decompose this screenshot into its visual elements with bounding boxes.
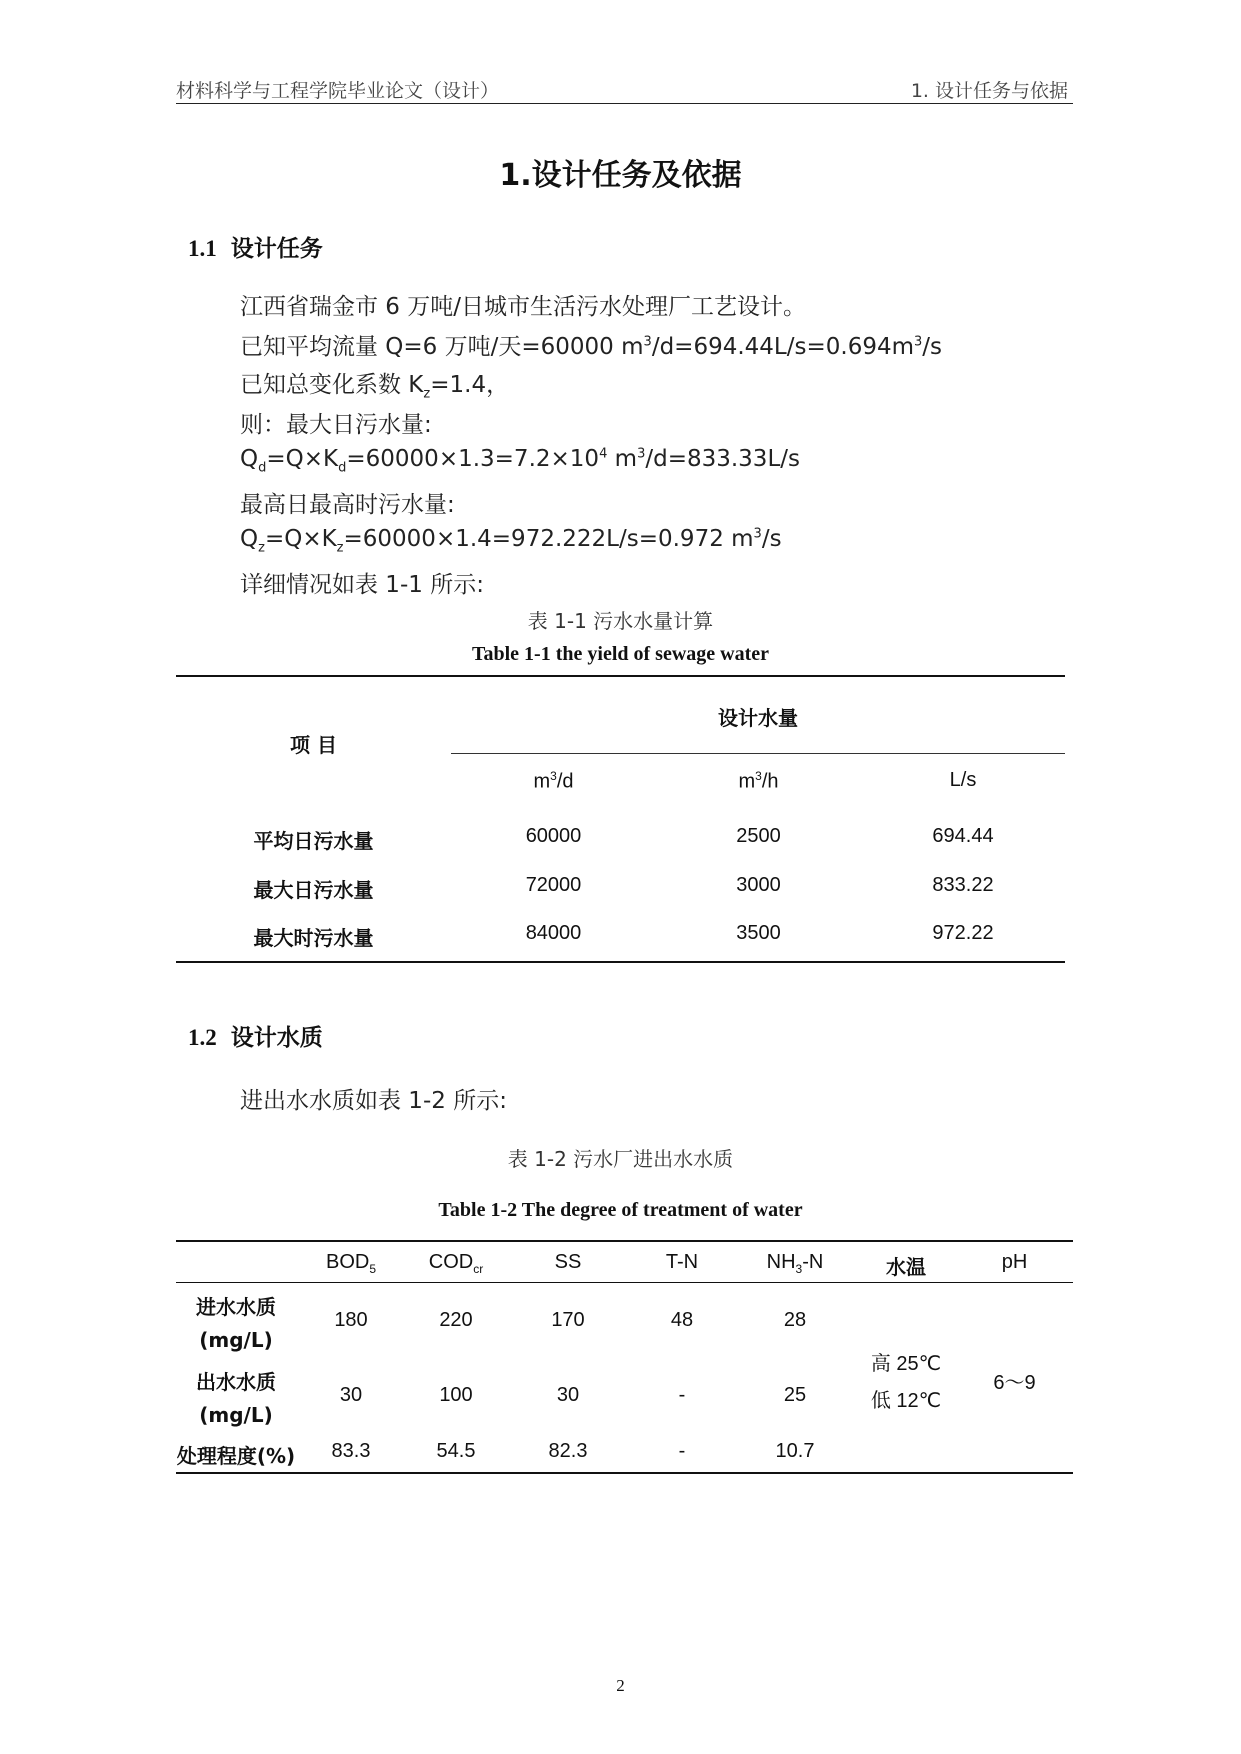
superscript: 3: [550, 769, 557, 783]
table-cell: 54.5: [436, 1440, 476, 1462]
superscript: 3: [755, 769, 762, 783]
text-span: COD: [428, 1251, 474, 1273]
table-cell: 170: [551, 1309, 585, 1331]
table-cell: 28: [783, 1309, 807, 1331]
subscript: 5: [369, 1262, 377, 1276]
table-cell: 30: [556, 1384, 580, 1406]
chapter-title: 1.设计任务及依据: [499, 158, 742, 193]
group-header: 设计水量: [718, 706, 798, 730]
table-cell: 83.3: [331, 1440, 371, 1462]
text-span: Q: [240, 446, 259, 472]
section-number: 1.2: [188, 1025, 217, 1050]
item-header: 项 目: [290, 733, 337, 757]
text-span: NH: [766, 1251, 796, 1273]
formula-line-max-daily: [240, 446, 800, 476]
text-span: Q: [240, 526, 259, 552]
table-2-caption-cn: 表 1-2 污水厂进出水水质: [507, 1147, 734, 1171]
table-cell: 972.22: [932, 922, 994, 944]
col-header-tn: T-N: [665, 1251, 699, 1273]
table-cell: 84000: [525, 922, 582, 944]
row-label-effluent: 出水水质: [196, 1370, 276, 1394]
running-header-right: 1. 设计任务与依据: [910, 80, 1068, 102]
table-cell: 180: [334, 1309, 368, 1331]
text-span: 已知总变化系数 K: [240, 372, 424, 398]
table-2-caption-en: Table 1-2 The degree of treatment of water: [438, 1199, 803, 1221]
text-span: m: [607, 446, 638, 472]
row-label: 最大日污水量: [253, 878, 374, 902]
text-span: =60000×1.3=7.2×10: [346, 446, 600, 472]
table-cell: 694.44: [932, 825, 994, 847]
table-cell: 60000: [525, 825, 582, 847]
text-span: =Q×K: [264, 526, 337, 552]
paragraph-water-quality: 进出水水质如表 1-2 所示:: [240, 1088, 507, 1114]
col-header-cod: [406, 1251, 506, 1276]
subscript: z: [258, 540, 265, 556]
group-header-rule: [451, 753, 1065, 754]
formula-line-max-hourly: [240, 526, 782, 556]
unit-header: [861, 769, 1065, 792]
superscript: 3: [637, 446, 646, 462]
subscript: 3: [795, 1262, 803, 1276]
text-span: /s: [922, 334, 943, 360]
header-divider: [176, 103, 1073, 104]
subscript: d: [258, 460, 267, 476]
row-label: 平均日污水量: [253, 829, 374, 853]
col-header-bod: [296, 1251, 406, 1276]
table-cell: 100: [439, 1384, 473, 1406]
col-header-nh3n: [734, 1251, 856, 1276]
table-sewage-yield: [176, 675, 1065, 963]
row-label-degree: 处理程度(%): [176, 1444, 296, 1468]
temp-high: 高 25℃: [870, 1353, 942, 1375]
text-span: /h: [761, 770, 779, 793]
ph-range: 6～9: [993, 1372, 1036, 1394]
superscript: 3: [753, 526, 762, 542]
superscript: 3: [914, 334, 923, 350]
superscript: 4: [599, 446, 608, 462]
table-cell: 220: [439, 1309, 473, 1331]
row-label-effluent-unit: (mg/L): [199, 1403, 273, 1427]
table-1-caption-cn: 表 1-1 污水水量计算: [527, 609, 714, 633]
page-number: 2: [616, 1676, 625, 1695]
section-heading-1-1: [188, 230, 323, 263]
text-span: /d=833.33L/s: [645, 446, 800, 472]
text-span: m: [533, 770, 551, 793]
table-cell: -: [678, 1440, 686, 1462]
col-header-ss: SS: [554, 1251, 582, 1273]
text-span: =Q×K: [266, 446, 339, 472]
table-cell: 3500: [736, 922, 781, 944]
section-number: 1.1: [188, 236, 217, 261]
text-span: L/s: [949, 769, 977, 791]
text-span: 已知平均流量 Q=6 万吨/天=60000 m: [240, 334, 644, 360]
paragraph-line-4: 则：最大日污水量:: [240, 412, 432, 438]
table-water-quality: [176, 1240, 1073, 1474]
superscript: 3: [643, 334, 652, 350]
unit-header: [451, 769, 656, 794]
text-span: BOD: [325, 1251, 370, 1273]
row-label-influent-unit: (mg/L): [199, 1328, 273, 1352]
text-span: /d=694.44L/s=0.694m: [651, 334, 914, 360]
paragraph-line-3: [240, 366, 509, 402]
col-header-temp: 水温: [886, 1255, 926, 1279]
subscript: cr: [473, 1262, 484, 1276]
table-cell: 30: [339, 1384, 363, 1406]
text-span: =1.4，: [430, 372, 510, 398]
temp-low: 低 12℃: [870, 1390, 942, 1412]
running-header-left: 材料科学与工程学院毕业论文（设计）: [176, 80, 500, 102]
section-title: 设计水质: [230, 1025, 323, 1051]
text-span: m: [738, 770, 756, 793]
row-label-influent: 进水水质: [196, 1295, 276, 1319]
subscript: z: [336, 540, 344, 556]
row-label: 最大时污水量: [253, 926, 374, 950]
paragraph-line-6: 最高日最高时污水量:: [240, 492, 455, 518]
text-span: =60000×1.4=972.222L/s=0.972 m: [343, 526, 754, 552]
header-rule: [176, 1282, 1073, 1283]
unit-header: [656, 769, 861, 794]
table-cell: 833.22: [932, 874, 994, 896]
paragraph-line-2: [240, 328, 942, 361]
section-heading-1-2: [188, 1019, 323, 1052]
text-span: /d: [556, 770, 574, 793]
table-cell: 72000: [525, 874, 582, 896]
table-1-caption-en: Table 1-1 the yield of sewage water: [472, 643, 769, 665]
table-cell: 2500: [736, 825, 781, 847]
table-cell: 48: [670, 1309, 694, 1331]
table-cell: 82.3: [548, 1440, 588, 1462]
table-cell: 3000: [736, 874, 781, 896]
col-header-ph: pH: [1001, 1251, 1028, 1273]
table-cell: 10.7: [775, 1440, 815, 1462]
paragraph-line-1: 江西省瑞金市 6 万吨/日城市生活污水处理厂工艺设计。: [240, 294, 807, 320]
subscript: d: [338, 460, 347, 476]
text-span: -N: [802, 1251, 824, 1273]
section-title: 设计任务: [230, 236, 323, 262]
table-cell: 25: [783, 1384, 807, 1406]
paragraph-line-8: 详细情况如表 1-1 所示:: [240, 572, 484, 598]
text-span: /s: [761, 526, 782, 552]
table-cell: -: [678, 1384, 686, 1406]
subscript: z: [423, 386, 431, 402]
